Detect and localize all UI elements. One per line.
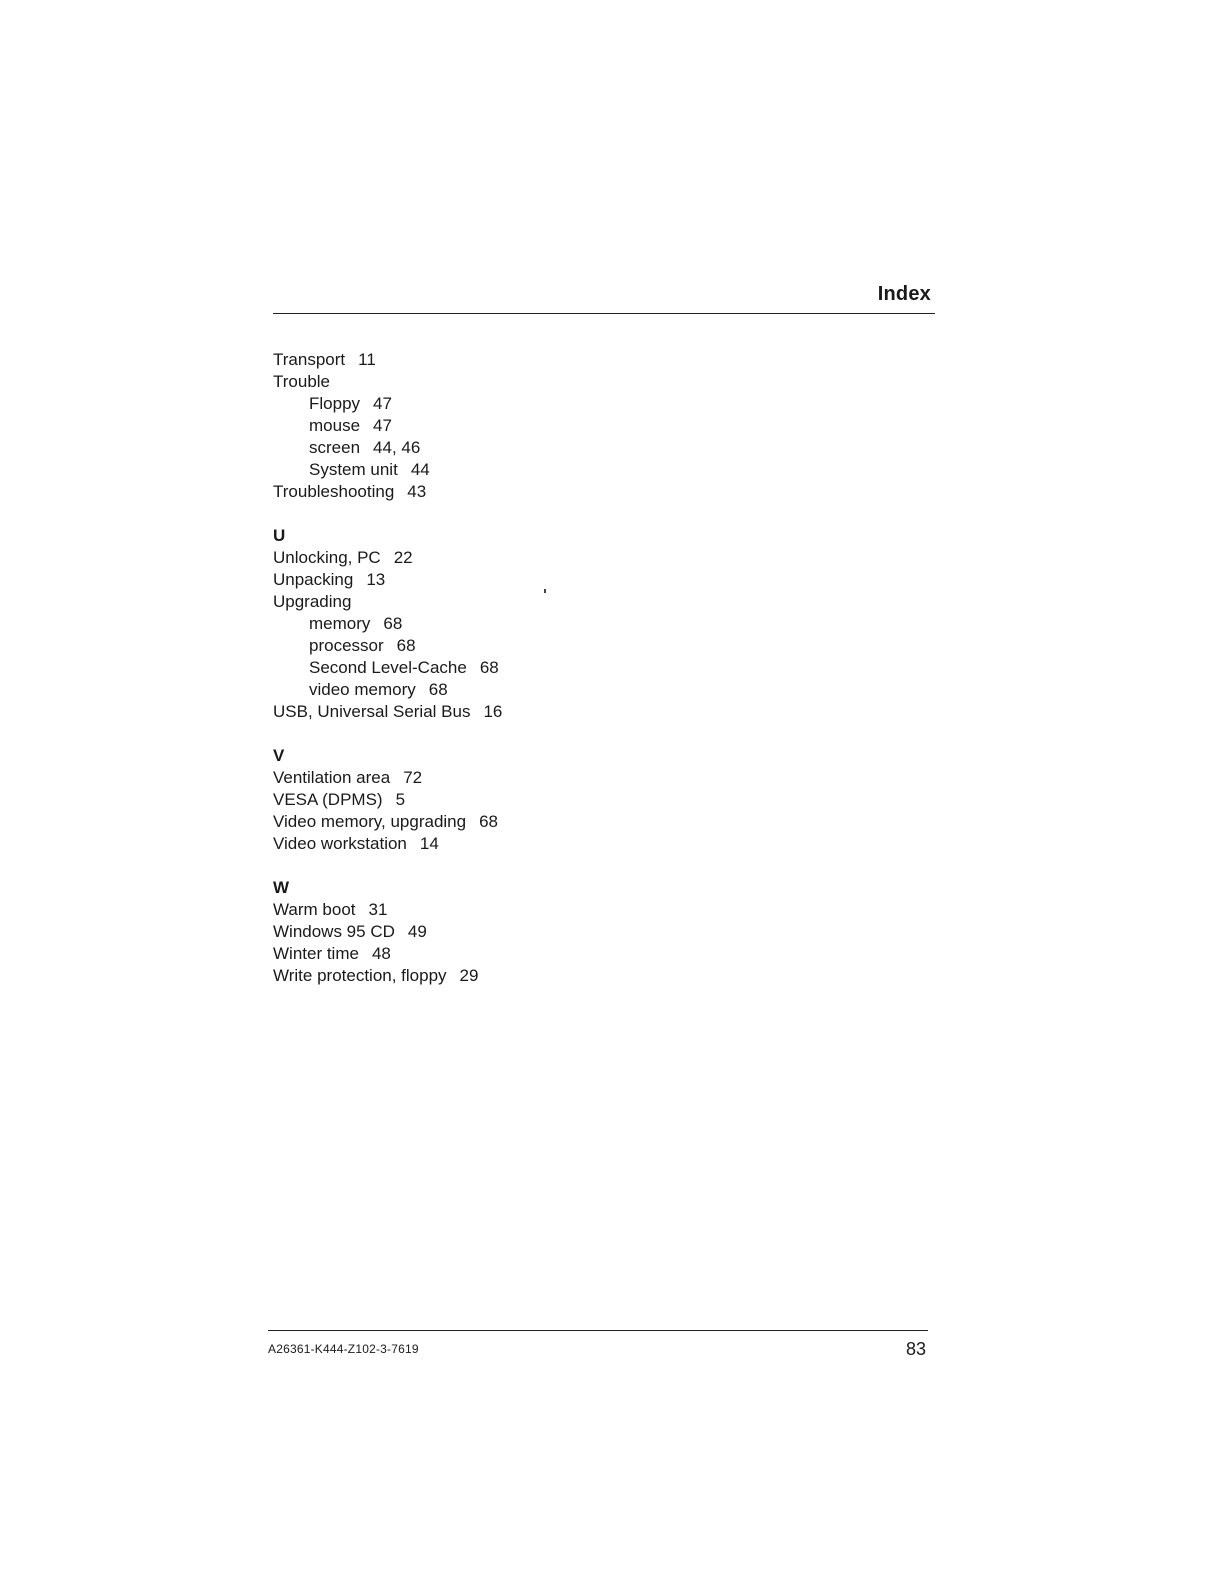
index-term: Trouble [273,372,331,391]
index-pages: 68 [396,636,416,655]
index-pages: 68 [428,680,448,699]
index-subentry [273,635,673,657]
section-letter-v: V [273,746,285,765]
index-term: Unlocking, PC [273,548,381,567]
index-entry [273,767,673,789]
index-pages: 14 [419,834,439,853]
index-pages: 44 [410,460,430,479]
index-term: Windows 95 CD [273,922,395,941]
index-pages: 68 [479,658,499,677]
index-pages: 44, 46 [373,438,421,457]
index-term: Transport [273,350,346,369]
document-number: A26361-K444-Z102-3-7619 [268,1342,419,1356]
index-term: memory [309,614,371,633]
index-pages: 13 [366,570,386,589]
index-term: VESA (DPMS) [273,790,383,809]
index-term: Video workstation [273,834,407,853]
index-pages: 47 [373,394,392,413]
index-term: Write protection, floppy [273,966,447,985]
index-pages: 47 [373,416,392,435]
index-term: Troubleshooting [273,482,395,501]
index-term: USB, Universal Serial Bus [273,702,471,721]
header-rule [273,313,935,314]
index-entry [273,789,673,811]
index-pages: 29 [459,966,479,985]
index-pages: 72 [403,768,423,787]
index-term: Warm boot [273,900,356,919]
index-term: Upgrading [273,592,352,611]
page-number: 83 [905,1339,926,1359]
index-pages: 48 [371,944,391,963]
index-entry [273,701,673,723]
index-entry [273,349,673,371]
index-subentry [273,393,673,415]
index-pages: 5 [395,790,406,809]
index-subentry [273,657,673,679]
scan-speck [544,589,546,593]
index-pages: 11 [358,350,376,369]
index-subentry [273,613,673,635]
index-entry [273,591,673,613]
index-subentry [273,459,673,481]
index-entry [273,481,673,503]
index-entry [273,943,673,965]
section-letter-w: W [273,878,290,897]
index-subentry [273,415,673,437]
index-entry [273,569,673,591]
index-term: Video memory, upgrading [273,812,467,831]
index-subentry [273,437,673,459]
page-header-title: Index [877,283,931,305]
footer-rule [268,1330,928,1331]
index-pages: 68 [479,812,499,831]
index-pages: 68 [383,614,403,633]
index-entry [273,811,673,833]
index-pages: 31 [368,900,388,919]
index-list [273,349,673,987]
index-term: video memory [309,680,416,699]
index-entry [273,833,673,855]
index-term: Winter time [273,944,359,963]
index-entry [273,965,673,987]
index-pages: 43 [407,482,427,501]
index-term: System unit [309,460,398,479]
index-term: mouse [309,416,361,435]
index-pages: 22 [393,548,413,567]
index-entry [273,899,673,921]
index-entry [273,371,673,393]
index-term: Floppy [309,394,361,413]
index-term: Second Level-Cache [309,658,467,677]
index-subentry [273,679,673,701]
index-pages: 16 [483,702,503,721]
index-term: screen [309,438,361,457]
index-term: Unpacking [273,570,354,589]
section-letter-u: U [273,526,286,545]
index-entry [273,547,673,569]
index-term: Ventilation area [273,768,391,787]
index-entry [273,921,673,943]
index-term: processor [309,636,384,655]
index-pages: 49 [407,922,427,941]
